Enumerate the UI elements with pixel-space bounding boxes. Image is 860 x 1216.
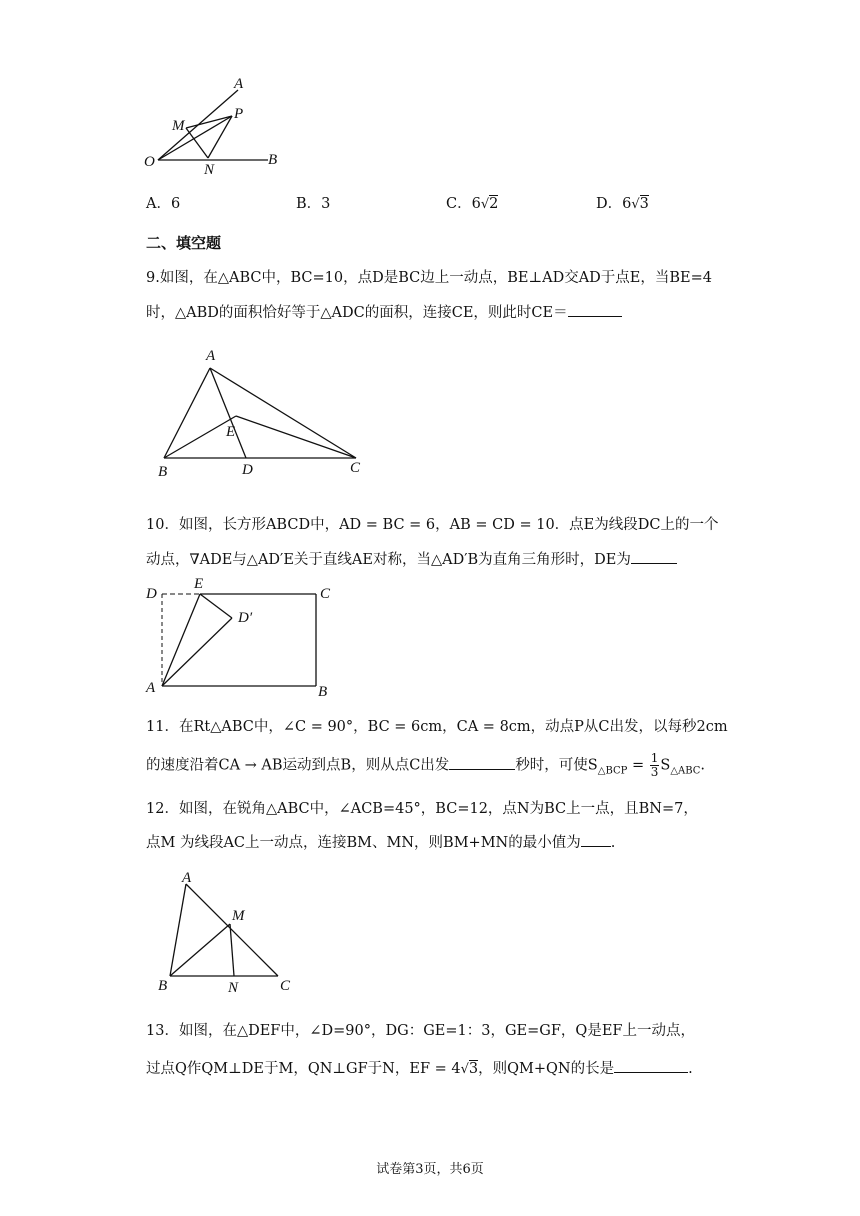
answer-blank [614,1058,688,1073]
q9-line2: 时，△ABD的面积恰好等于△ADC的面积，连接CE，则此时CE＝ [146,301,622,322]
label-c: C [320,586,331,602]
label-e: E [194,576,204,592]
label-m: M [232,908,245,924]
label-b: B [318,684,328,700]
answer-blank [581,832,611,847]
section-title: 二、填空题 [146,234,222,252]
q13-line2: 过点Q作QM⊥DE于M，QN⊥GF于N，EF = 4√3，则QM+QN的长是 . [146,1057,693,1078]
q10-line1: 10．如图，长方形ABCD中，AD = BC = 6，AB = CD = 10．点E为线段DC上的一个 [146,517,719,533]
label-a: A [206,348,216,364]
figure-q10 [140,576,350,700]
label-p: P [234,106,244,122]
label-b: B [268,152,278,168]
answer-blank [449,755,515,770]
label-c: C [280,978,291,994]
q13-line1: 13．如图，在△DEF中，∠D=90°，DG：GE=1：3，GE=GF，Q是EF上一动点， [146,1023,695,1039]
answer-blank [568,302,622,317]
q12-line1: 12．如图，在锐角△ABC中，∠ACB=45°，BC=12，点N为BC上一点，且BN=7， [146,801,698,817]
option-c: C．6√2 [446,196,499,212]
fraction: $\frac{1}{3}$ [650,751,659,779]
figure-q9 [150,340,370,480]
label-d-prime: D′ [238,610,253,626]
q9-line1: 9.如图，在△ABC中，BC=10，点D是BC边上一动点，BE⊥AD交AD于点E，当BE=4 [146,270,713,286]
q12-line2: 点M 为线段AC上一动点，连接BM、MN，则BM+MN的最小值为 . [146,831,615,852]
label-c: C [350,460,361,476]
label-b: B [158,464,168,480]
option-b: B．3 [296,196,331,212]
label-n: N [204,162,215,178]
label-a: A [182,870,192,886]
figure-q8 [140,74,290,184]
label-e: E [226,424,236,440]
q11-line2: 的速度沿着CA → AB运动到点B，则从点C出发 秒时，可使$S_{\triangle BCP}$ = $\frac{1}{3}$ $S_{\triangle ABC}$. [146,751,706,779]
label-o: O [144,154,155,170]
option-d: D．6√3 [596,196,649,212]
q11-line1: 11．在Rt△ABC中，∠C = 90°，BC = 6cm，CA = 8cm，动点P从C出发，以每秒2cm [146,719,728,735]
figure-q12 [150,866,310,996]
label-d: D [242,462,253,478]
page-footer: 试卷第3页，共6页 [376,1162,484,1177]
label-d: D [146,586,157,602]
label-a: A [146,680,156,696]
answer-blank [631,549,677,564]
q10-line2: 动点，∇ADE与△AD′E关于直线AE对称，当△AD′B为直角三角形时，DE为 [146,548,677,569]
option-a: A．6 [146,196,181,212]
label-a: A [234,76,244,92]
label-b: B [158,978,168,994]
label-n: N [228,980,239,996]
label-m: M [172,118,185,134]
